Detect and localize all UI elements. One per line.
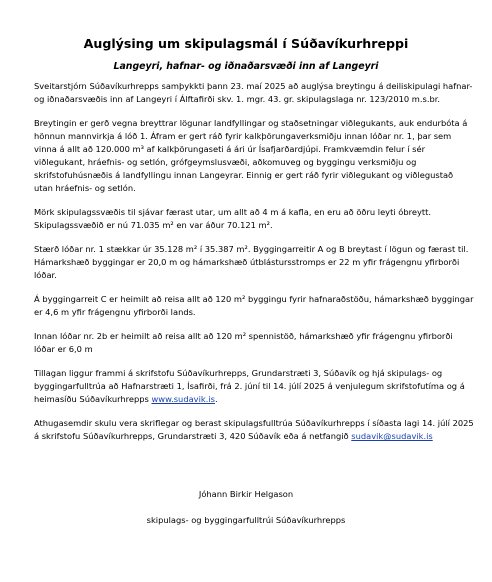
availability-end: . bbox=[214, 394, 218, 404]
paragraph-lot-2b: Innan lóðar nr. 2b er heimilt að reisa allt að 120 m² spennistöð, hámarkshæð yfir frágengnu yfirborði lóðar er 6,0 m bbox=[34, 331, 453, 354]
availability-text: Tillagan liggur frammi á skrifstofu Súðavíkurhrepps, Grundarstræti 3, Súðavík og hjá skipulags- og byggingarfulltrúa að Hafnarstræti 1, Ísafirði, frá 2. júní til 14. júlí 2025 á venjulegum skrifstofutíma og á heimasíðu Súðavíkurhrepps bbox=[34, 368, 465, 404]
signer-name: Jóhann Birkir Helgason bbox=[198, 489, 294, 499]
signer-role: skipulags- og byggingarfulltrúi Súðavíkurhrepps bbox=[146, 515, 346, 525]
paragraph-boundary: Mörk skipulagssvæðis til sjávar færast utar, um allt að 4 m á kafla, en eru að öðru leyti óbreytt. Skipulagssvæðið er nú 71.035 m² en var áður 70.121 m². bbox=[34, 207, 432, 230]
paragraph-lot-size: Stærð lóðar nr. 1 stækkar úr 35.128 m² í 35.387 m². Byggingarreitir A og B breytast í lögun og færast til. Hámarkshæð byggingar er 20,0 m og hámarkshæð útblástursstromps er 22 m yfir frágengnu yfirborði lóðar. bbox=[34, 244, 469, 280]
email-link[interactable]: sudavik@sudavik.is bbox=[351, 431, 433, 441]
paragraph-building-area-c: Á byggingarreit C er heimilt að reisa allt að 120 m² byggingu fyrir hafnaraðstöðu, hámarkshæð byggingar er 4,6 m yfir frágengnu yfirborði lands. bbox=[34, 294, 474, 317]
paragraph-comments bbox=[34, 417, 474, 443]
paragraph-availability bbox=[34, 367, 474, 406]
paragraph-intro: Sveitarstjórn Súðavíkurhrepps samþykkti þann 23. maí 2025 að auglýsa breytingu á deiliskipulagi hafnar- og iðnaðarsvæðis inn af Langeyri í Álftafirði skv. 1. mgr. 43. gr. skipulagslaga nr. 123/2010 m.s.br. bbox=[34, 81, 473, 104]
paragraph-change-description: Breytingin er gerð vegna breyttrar lögunar landfyllingar og staðsetningar viðlegukants, auk endurbóta á hönnun mannvirkja á lóð 1. Áfram er gert ráð fyrir kalkþörungaverksmiðju innan lóðar nr. 1, þar sem vinna á allt að 120.000 m³ af kalkþörungaseti á ári úr Ísafjarðardjúpi. Framkvæmdin felur í sér viðlegukant, hráefnis- og setlón, grófgeymslusvæði, aðkomuveg og byggingu verksmiðju og skrifstofuhúsnæðis á landfyllingu innan Langeyrar. Einnig er gert ráð fyrir viðlegukant og viðlegustað utan hráefnis- og setlón. bbox=[34, 118, 468, 193]
website-link[interactable]: www.sudavik.is bbox=[151, 394, 215, 404]
comments-text: Athugasemdir skulu vera skriflegar og berast skipulagsfulltrúa Súðavíkurhrepps í síðasta lagi 14. júlí 2025 á skrifstofu Súðavíkurhrepps, Grundarstræti 3, 420 Súðavík eða á netfangið bbox=[34, 418, 474, 441]
notice-subtitle: Langeyri, hafnar- og iðnaðarsvæði inn af Langeyri bbox=[113, 61, 379, 72]
notice-title: Auglýsing um skipulagsmál í Súðavíkurhreppi bbox=[83, 36, 409, 51]
notice-body bbox=[34, 80, 474, 454]
